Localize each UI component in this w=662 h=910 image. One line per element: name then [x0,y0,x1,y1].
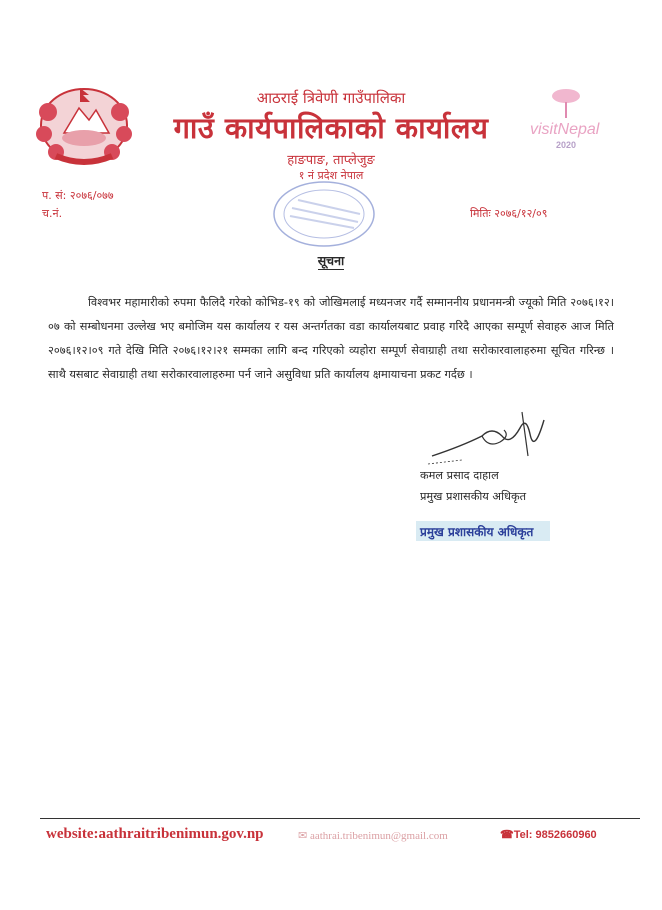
office-location: हाङपाङ, ताप्लेजुङ [287,153,375,168]
province-name: १ नं प्रदेश नेपाल [298,169,364,182]
dispatch-number: च.नं. [42,207,63,220]
reference-number: प. सं: २०७६/०७७ [42,189,114,202]
notice-title: सूचना [317,253,345,268]
footer-phone-text: Tel: 9852660960 [513,829,597,841]
footer-website: website:aathraitribenimun.gov.np [46,826,264,842]
handwritten-signature [422,406,552,466]
notice-body [48,291,614,387]
phone-icon: ☎ [500,829,514,841]
office-name: गाउँ कार्यपालिकाको कार्यालय [173,111,489,145]
visit-nepal-logo-year: 2020 [556,140,577,150]
footer-email-text: aathrai.tribenimun@gmail.com [309,830,448,842]
designation-stamp-text: प्रमुख प्रशासकीय अधिकृत [420,525,534,539]
footer-divider [40,818,640,819]
letter-date: मितिः २०७६/१२/०९ [470,207,548,220]
signer-name: कमल प्रसाद दाहाल [420,469,499,482]
visit-nepal-logo-text: visitNepal [530,121,600,138]
footer-phone [500,828,597,841]
notice-paragraph: विश्वभर महामारीको रुपमा फैलिदै गरेको कोभिड-१९ को जोखिमलाई मध्यनजर गर्दै सम्माननीय प्रधानमन्त्री ज्यूको मिति २०७६।१२।०७ को सम्बोधनमा उल्लेख भए बमोजिम यस कार्यालय र यस अन्तर्गतका वडा कार्यालयबाट प्रवाह गरिदै आएका सम्पूर्ण सेवाहरु आज मिति २०७६।१२।०९ गते देखि मिति २०७६।१२।२१ सम्मका लागि बन्द गरिएको व्यहोरा सम्पूर्ण सेवाग्राही तथा सरोकारवालाहरुमा सूचित गरिन्छ । साथै यसबाट सेवाग्राही तथा सरोकारवालाहरुमा पर्न जाने असुविधा प्रति कार्यालय क्षमायाचना प्रकट गर्दछ । [48,296,614,381]
footer-email [298,829,448,842]
signer-title: प्रमुख प्रशासकीय अधिकृत [420,490,527,503]
office-seal-stamp [268,178,380,250]
municipality-name: आठराई त्रिवेणी गाउँपालिका [256,89,406,107]
mail-icon: ✉ [298,830,310,842]
